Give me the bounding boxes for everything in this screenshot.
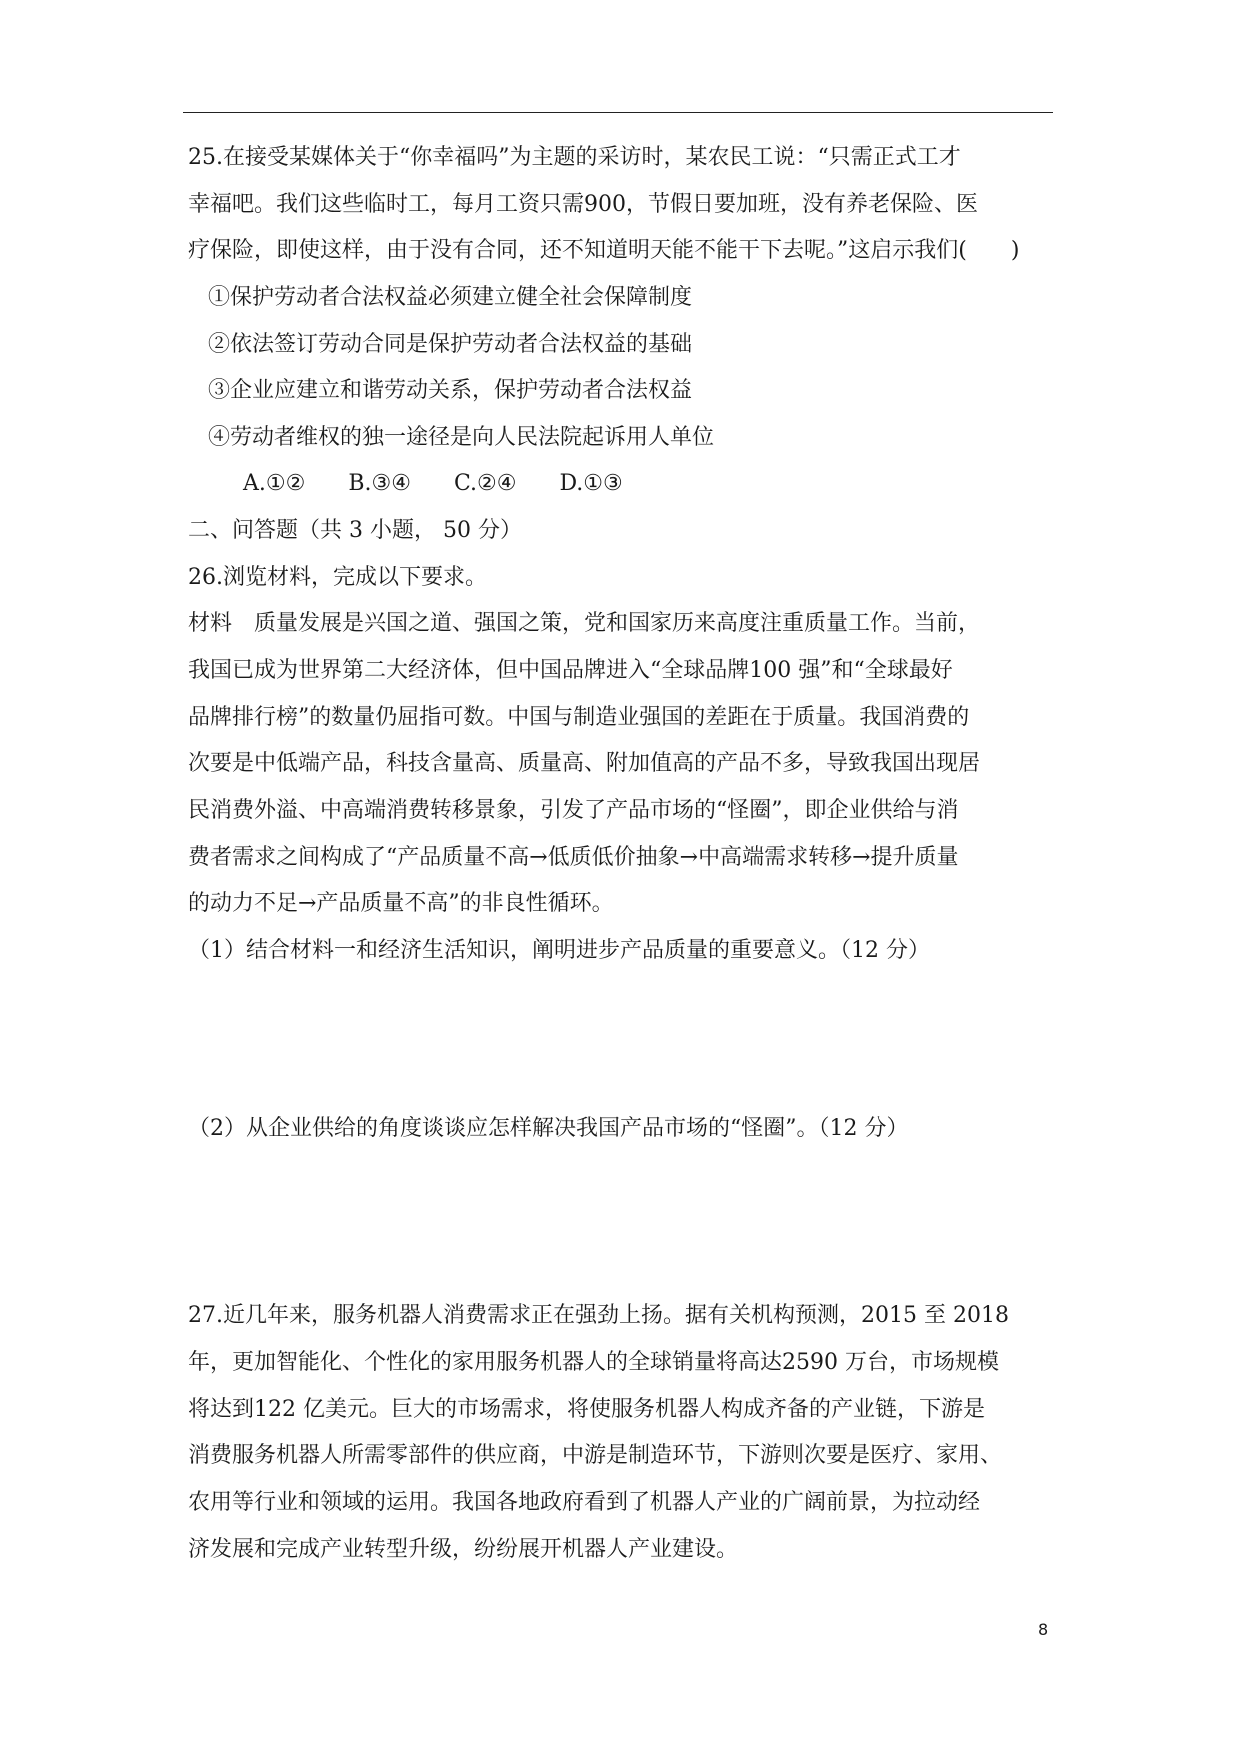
- choice-c: C.②④: [453, 471, 517, 496]
- q25-choices: [243, 469, 659, 499]
- q25-line-3: 疗保险，即使这样，由于没有合同，还不知道明天能不能干下去呢。”这启示我们( ): [188, 238, 1020, 263]
- q27-line-5: 农用等行业和领域的运用。我国各地政府看到了机器人产业的广阔前景，为拉动经: [188, 1490, 981, 1515]
- choice-d: D.①③: [559, 471, 623, 496]
- page-number: 8: [1038, 1620, 1049, 1639]
- q27-line-4: 消费服务机器人所需零部件的供应商，中游是制造环节，下游则次要是医疗、家用、: [188, 1443, 1003, 1468]
- choice-b: B.③④: [348, 471, 411, 496]
- q25-option-1: ①保护劳动者合法权益必须建立健全社会保障制度: [208, 285, 693, 310]
- choice-a: A.①②: [243, 471, 306, 496]
- q26-material-3: 品牌排行榜”的数量仍屈指可数。中国与制造业强国的差距在于质量。我国消费的: [188, 705, 970, 730]
- q25-option-2: ②依法签订劳动合同是保护劳动者合法权益的基础: [208, 332, 693, 357]
- q25-option-3: ③企业应建立和谐劳动关系，保护劳动者合法权益: [208, 378, 693, 403]
- q25-line-2: 幸福吧。我们这些临时工，每月工资只需900，节假日要加班，没有养老保险、医: [188, 192, 978, 217]
- q27-line-1: 27.近几年来，服务机器人消费需求正在强劲上扬。据有关机构预测，2015 至 2018: [188, 1303, 1009, 1328]
- q26-material-5: 民消费外溢、中高端消费转移景象，引发了产品市场的“怪圈”，即企业供给与消: [188, 798, 959, 823]
- q27-line-3: 将达到122 亿美元。巨大的市场需求，将使服务机器人构成齐备的产业链，下游是: [188, 1397, 985, 1422]
- q26-sub-question-1: （1）结合材料一和经济生活知识，阐明进步产品质量的重要意义。（12 分）: [188, 938, 930, 963]
- q27-line-2: 年，更加智能化、个性化的家用服务机器人的全球销量将高达2590 万台，市场规模: [188, 1350, 999, 1375]
- q26-material-6: 费者需求之间构成了“产品质量不高→低质低价抽象→中高端需求转移→提升质量: [188, 845, 959, 870]
- q26-material-4: 次要是中低端产品，科技含量高、质量高、附加值高的产品不多，导致我国出现居: [188, 751, 981, 776]
- header-rule: [183, 112, 1053, 113]
- q26-material-1: 材料 质量发展是兴国之道、强国之策，党和国家历来高度注重质量工作。当前，: [188, 611, 981, 636]
- q25-option-4: ④劳动者维权的独一途径是向人民法院起诉用人单位: [208, 425, 715, 450]
- q26-title: 26.浏览材料，完成以下要求。: [188, 565, 487, 590]
- q26-material-2: 我国已成为世界第二大经济体，但中国品牌进入“全球品牌100 强”和“全球最好: [188, 658, 953, 683]
- q26-sub-question-2: （2）从企业供给的角度谈谈应怎样解决我国产品市场的“怪圈”。（12 分）: [188, 1116, 909, 1141]
- section2-title: 二、问答题（共 3 小题， 50 分）: [188, 518, 522, 543]
- q27-line-6: 济发展和完成产业转型升级，纷纷展开机器人产业建设。: [188, 1537, 739, 1562]
- q26-material-7: 的动力不足→产品质量不高”的非良性循环。: [188, 891, 614, 916]
- q25-line-1: 25.在接受某媒体关于“你幸福吗”为主题的采访时，某农民工说：“只需正式工才: [188, 145, 961, 170]
